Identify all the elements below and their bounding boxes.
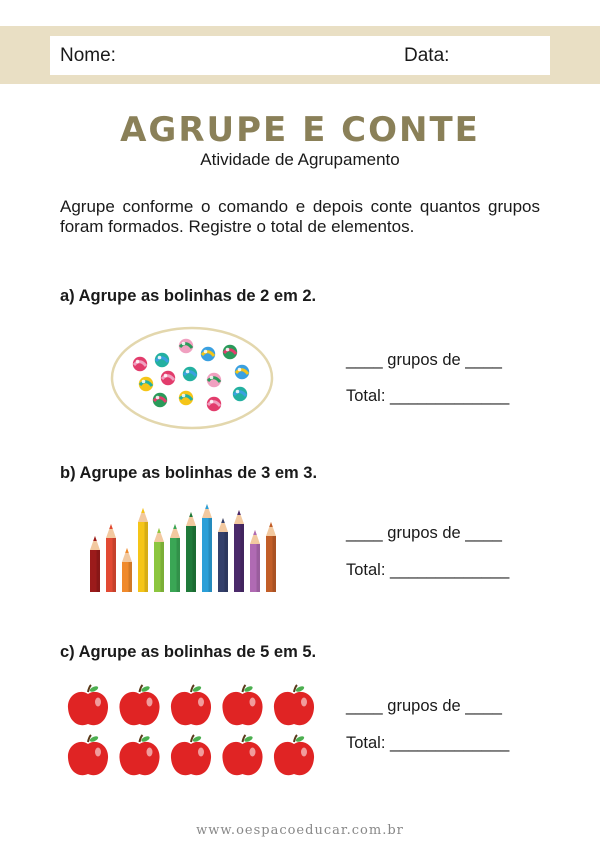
apple-icon xyxy=(222,735,262,775)
colored-pencil-icon xyxy=(186,512,196,592)
marble-icon xyxy=(233,387,247,401)
page-title: AGRUPE E CONTE xyxy=(120,110,480,150)
instructions: Agrupe conforme o comando e depois conte quantos grupos foram formados. Registre o total de elementos. xyxy=(60,197,540,236)
colored-pencil-icon xyxy=(170,524,180,592)
marble-icon xyxy=(223,345,237,359)
apple-icon xyxy=(171,685,211,725)
question-b-heading: b) Agrupe as bolinhas de 3 em 3. xyxy=(60,464,318,482)
marble-icon xyxy=(179,391,193,405)
marble-icon xyxy=(207,397,221,411)
colored-pencil-icon xyxy=(90,536,100,592)
colored-pencil-icon xyxy=(202,504,212,592)
question-a-heading: a) Agrupe as bolinhas de 2 em 2. xyxy=(60,287,317,305)
marble-icon xyxy=(183,367,197,381)
marble-icon xyxy=(139,377,153,391)
apples-illustration xyxy=(68,682,320,782)
apple-icon xyxy=(274,685,314,725)
question-b-groups: ____ grupos de ____ xyxy=(346,524,502,542)
apple-icon xyxy=(274,735,314,775)
apple-icon xyxy=(222,685,262,725)
question-c-heading: c) Agrupe as bolinhas de 5 em 5. xyxy=(60,643,317,661)
page-subtitle: Atividade de Agrupamento xyxy=(200,150,400,169)
colored-pencil-icon xyxy=(106,524,116,592)
date-label: Data: xyxy=(404,45,450,66)
apple-icon xyxy=(171,735,211,775)
marble-icon xyxy=(155,353,169,367)
marble-icon xyxy=(207,373,221,387)
marble-icon xyxy=(179,339,193,353)
name-label: Nome: xyxy=(60,45,116,66)
marble-icon xyxy=(161,371,175,385)
colored-pencil-icon xyxy=(250,530,260,592)
apple-icon xyxy=(68,735,108,775)
apple-icon xyxy=(68,685,108,725)
colored-pencil-icon xyxy=(234,510,244,592)
footer-url: www.oespacoeducar.com.br xyxy=(196,823,404,838)
name-date-box xyxy=(50,36,550,75)
colored-pencil-icon xyxy=(218,518,228,592)
marbles-illustration xyxy=(110,326,275,430)
pencils-illustration xyxy=(86,502,282,594)
marble-icon xyxy=(201,347,215,361)
colored-pencil-icon xyxy=(138,508,148,592)
apple-icon xyxy=(119,735,159,775)
question-a-groups: ____ grupos de ____ xyxy=(346,351,502,369)
marble-icon xyxy=(153,393,167,407)
question-a-total: Total: _____________ xyxy=(346,387,510,405)
question-c-total: Total: _____________ xyxy=(346,734,510,752)
marble-icon xyxy=(235,365,249,379)
question-b-total: Total: _____________ xyxy=(346,561,510,579)
colored-pencil-icon xyxy=(122,548,132,592)
colored-pencil-icon xyxy=(154,528,164,592)
colored-pencil-icon xyxy=(266,522,276,592)
question-c-groups: ____ grupos de ____ xyxy=(346,697,502,715)
marble-icon xyxy=(133,357,147,371)
apple-icon xyxy=(119,685,159,725)
